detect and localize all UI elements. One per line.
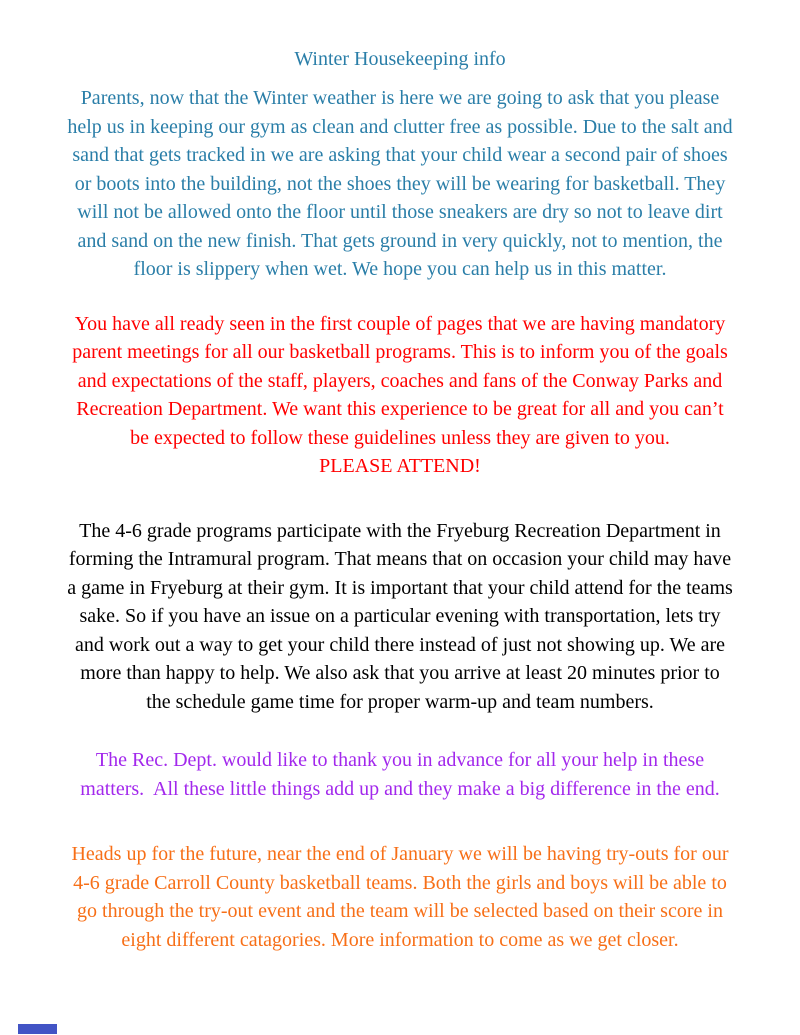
text-line: PLEASE ATTEND! [319, 455, 481, 477]
text-line: matters. All these little things add up and they make a big difference in the end. [80, 777, 720, 800]
text-line: The 4-6 grade programs participate with the Fryeburg Recreation Department in [79, 519, 721, 542]
text-line: help us in keeping our gym as clean and clutter free as possible. Due to the salt and [67, 115, 733, 138]
text-line: floor is slippery when wet. We hope you can help us in this matter. [133, 258, 667, 280]
text-line: Heads up for the future, near the end of January we will be having try-outs for our [71, 843, 729, 865]
text-line: Recreation Department. We want this experience to be great for all and you can’t [76, 398, 724, 420]
text-line: a game in Fryeburg at their gym. It is important that your child attend for the teams [67, 576, 733, 599]
text-line: eight different catagories. More information to come as we get closer. [121, 928, 679, 951]
text-line: sake. So if you have an issue on a particular evening with transportation, lets try [79, 605, 721, 627]
housekeeping-paragraph [40, 84, 760, 284]
tryouts-paragraph [40, 840, 760, 954]
text-line: forming the Intramural program. That means that on occasion your child may have [68, 548, 732, 570]
text-line: 4-6 grade Carroll County basketball teams. Both the girls and boys will be able to [73, 871, 727, 894]
text-line: or boots into the building, not the shoes they will be wearing for basketball. They [74, 172, 726, 195]
please-attend-line [40, 452, 760, 481]
text-line: and sand on the new finish. That gets ground in very quickly, not to mention, the [77, 229, 723, 252]
thank-you-paragraph [40, 746, 760, 803]
text-line: sand that gets tracked in we are asking that your child wear a second pair of shoes [72, 144, 728, 166]
parent-meetings-paragraph [40, 310, 760, 453]
text-line: more than happy to help. We also ask that you arrive at least 20 minutes prior to [80, 662, 720, 684]
text-line: the schedule game time for proper warm-up and team numbers. [146, 690, 654, 713]
footer-blue-mark [18, 1024, 57, 1034]
text-line: The Rec. Dept. would like to thank you in advance for all your help in these [95, 749, 705, 771]
text-line: and work out a way to get your child there instead of just not showing up. We are [74, 633, 726, 656]
intramural-paragraph [40, 517, 760, 717]
text-line: and expectations of the staff, players, coaches and fans of the Conway Parks and [77, 369, 723, 392]
text-line: go through the try-out event and the team will be selected based on their score in [77, 900, 723, 922]
text-line: You have all ready seen in the first couple of pages that we are having mandatory [74, 312, 726, 335]
text-line: Parents, now that the Winter weather is here we are going to ask that you please [80, 87, 720, 109]
text-line: parent meetings for all our basketball programs. This is to inform you of the goals [72, 341, 728, 363]
text-line: be expected to follow these guidelines unless they are given to you. [130, 426, 670, 449]
page-title: Winter Housekeeping info [294, 48, 506, 70]
text-line: will not be allowed onto the floor until those sneakers are dry so not to leave dirt [77, 201, 723, 223]
